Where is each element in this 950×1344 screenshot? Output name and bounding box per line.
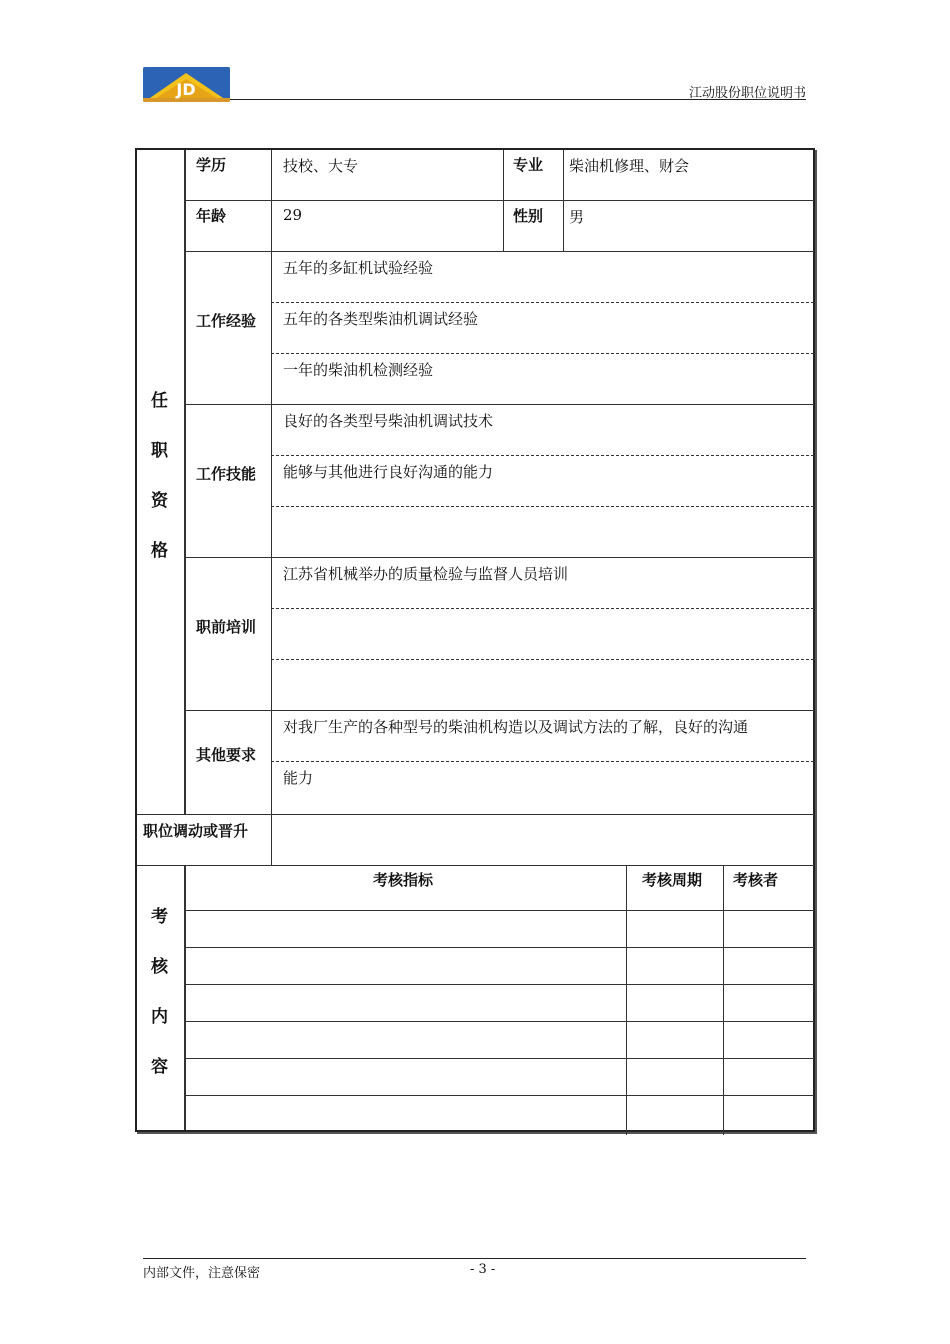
other-item: 对我厂生产的各种型号的柴油机构造以及调试方法的了解，良好的沟通	[283, 718, 749, 736]
skills-label: 工作技能	[196, 465, 257, 483]
education-label: 学历	[196, 156, 227, 174]
major-label: 专业	[513, 156, 544, 174]
other-item: 能力	[283, 769, 314, 787]
logo-text: JD	[176, 80, 196, 99]
dashed-line	[271, 353, 814, 354]
assessment-char: 核	[151, 957, 168, 977]
row-line	[184, 1021, 814, 1022]
experience-item: 一年的柴油机检测经验	[283, 361, 434, 379]
job-description-form	[135, 148, 815, 1132]
age-value: 29	[283, 206, 303, 224]
row-line	[184, 910, 814, 911]
education-value: 技校、大专	[283, 157, 359, 175]
dashed-line	[271, 506, 814, 507]
row-line	[184, 947, 814, 948]
column-divider	[563, 150, 564, 252]
promotion-label: 职位调动或晋升	[143, 822, 249, 840]
row-line	[184, 984, 814, 985]
experience-item: 五年的各类型柴油机调试经验	[283, 310, 479, 328]
column-divider	[503, 150, 504, 252]
page-number: - 3 -	[470, 1262, 496, 1277]
label-divider	[271, 150, 272, 865]
experience-item: 五年的多缸机试验经验	[283, 259, 434, 277]
assessment-char: 容	[151, 1057, 168, 1077]
row-line	[137, 865, 815, 866]
section-divider	[184, 150, 186, 814]
row-line	[184, 710, 814, 711]
training-label: 职前培训	[196, 618, 257, 636]
row-line	[184, 200, 814, 201]
training-item: 江苏省机械举办的质量检验与监督人员培训	[283, 565, 569, 583]
confidential-note: 内部文件，注意保密	[143, 1266, 261, 1281]
qualification-char: 职	[151, 441, 168, 461]
qualification-char: 资	[151, 491, 168, 511]
age-label: 年龄	[196, 207, 227, 225]
section-divider	[184, 865, 186, 1130]
experience-label: 工作经验	[196, 312, 257, 330]
gender-value: 男	[569, 208, 585, 226]
period-header: 考核周期	[642, 871, 703, 889]
assessment-char: 考	[151, 907, 168, 927]
assessor-header: 考核者	[733, 871, 779, 889]
dashed-line	[271, 302, 814, 303]
row-line	[184, 1058, 814, 1059]
indicator-header: 考核指标	[373, 871, 434, 889]
company-logo	[143, 67, 230, 102]
major-value: 柴油机修理、财会	[569, 157, 690, 175]
dashed-line	[271, 659, 814, 660]
row-line	[137, 814, 815, 815]
qualification-char: 任	[151, 391, 168, 411]
footer-rule	[143, 1258, 806, 1259]
row-line	[184, 557, 814, 558]
row-line	[184, 251, 814, 252]
dashed-line	[271, 608, 814, 609]
other-label: 其他要求	[196, 746, 257, 764]
row-line	[184, 404, 814, 405]
gender-label: 性别	[513, 207, 544, 225]
dashed-line	[271, 761, 814, 762]
row-line	[184, 1095, 814, 1096]
skill-item: 良好的各类型号柴油机调试技术	[283, 412, 494, 430]
dashed-line	[271, 455, 814, 456]
assessment-char: 内	[151, 1007, 168, 1027]
skill-item: 能够与其他进行良好沟通的能力	[283, 463, 494, 481]
qualification-char: 格	[151, 541, 168, 561]
document-title: 江动股份职位说明书	[688, 86, 806, 101]
